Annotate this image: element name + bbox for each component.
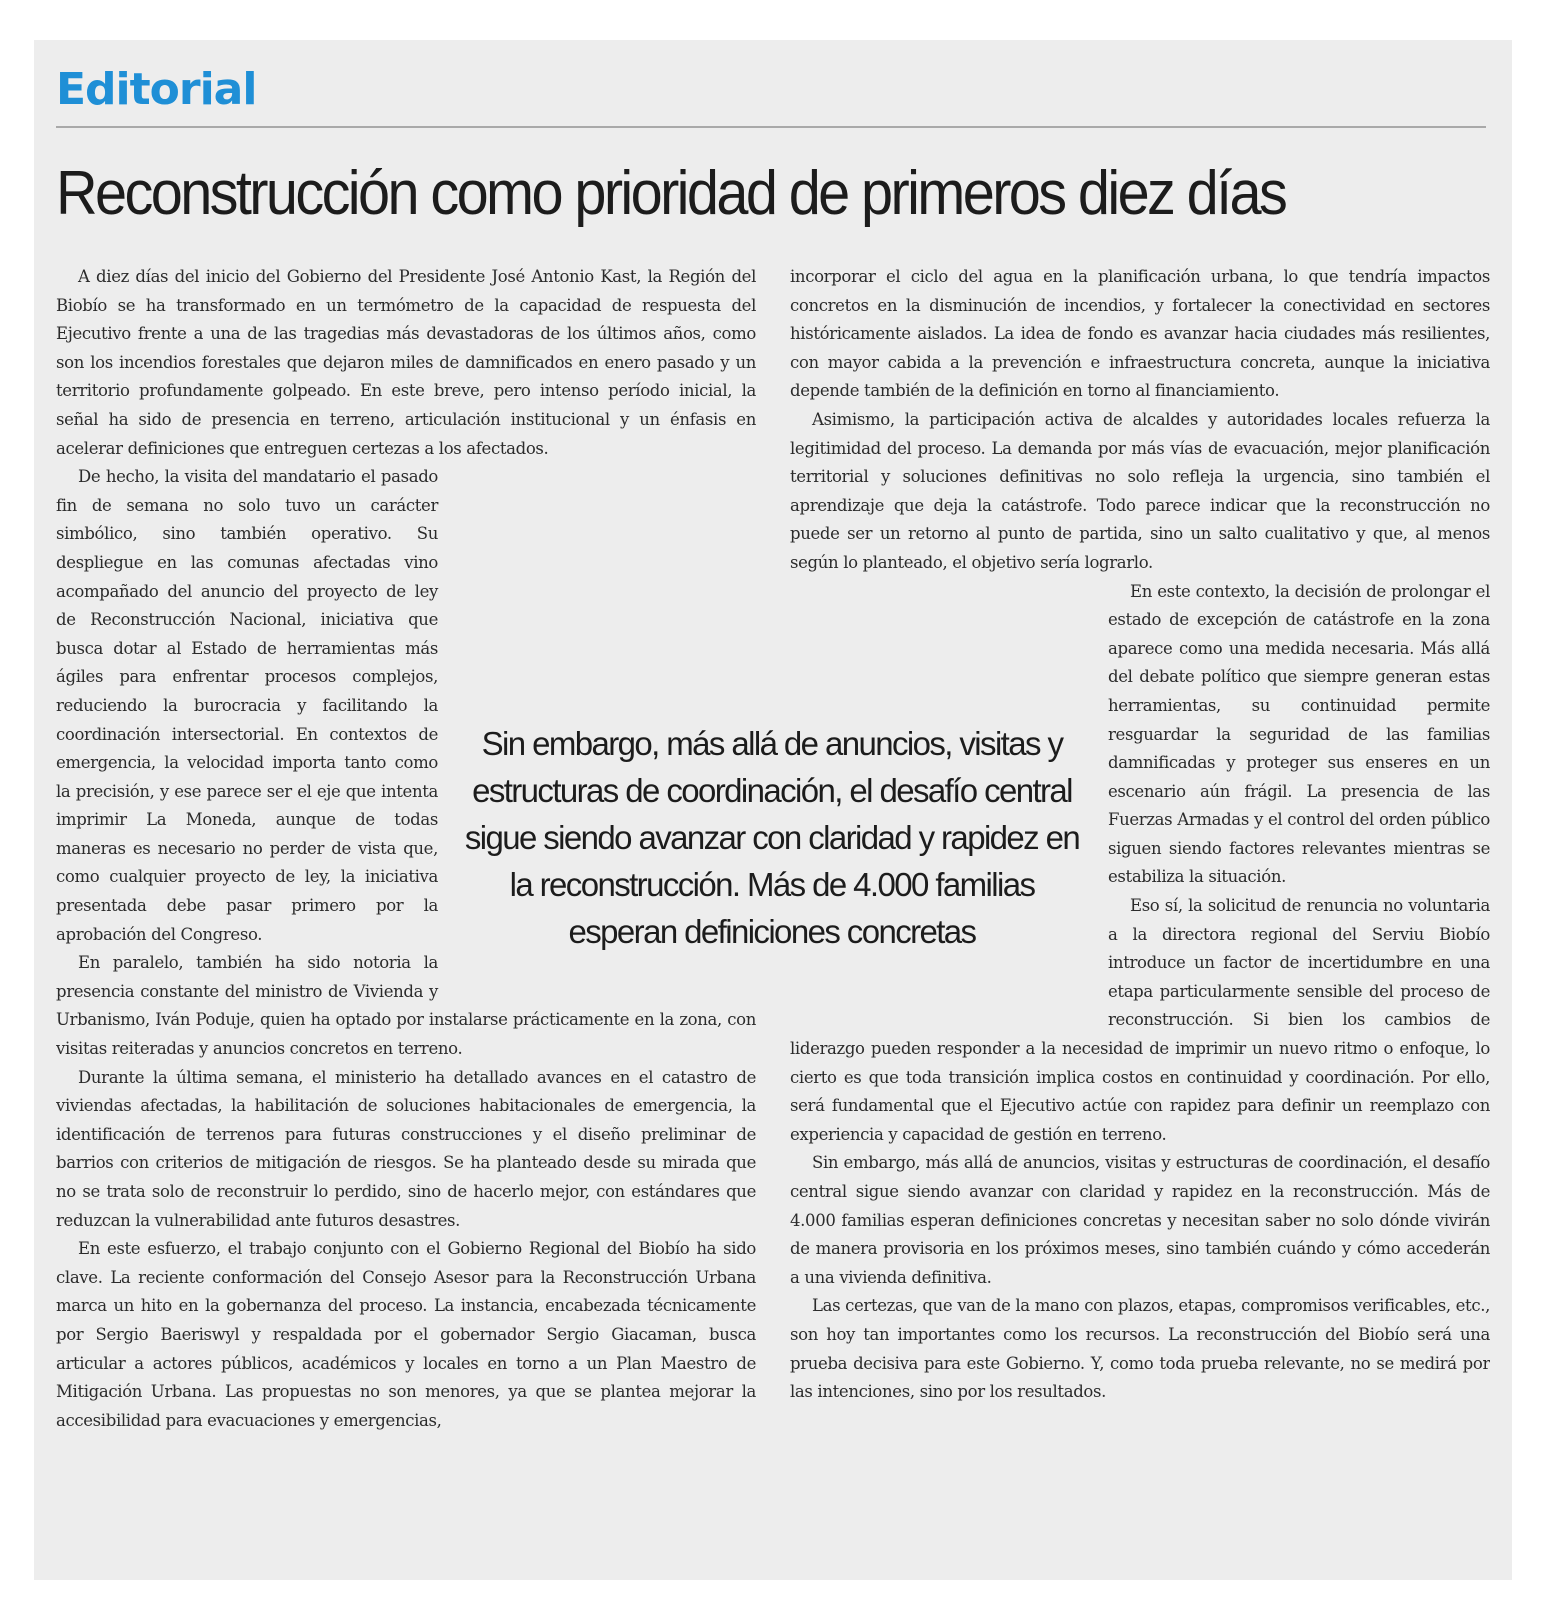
article-paragraph: A diez días del inicio del Gobierno del Presidente José Antonio Kast, la Región del Biobío se ha transformado en un termómetro de la capacidad de respuesta del Ejecutivo frente a una de las tragedias más devastadoras de los últimos años, como son los incendios forestales que dejaron miles de damnificados en enero pasado y un territorio profundamente golpeado. En este breve, pero intenso período inicial, la señal ha sido de presencia en terreno, articulación institucional y un énfasis en acelerar definiciones que entreguen certezas a los afectados. — [56, 267, 756, 458]
article-paragraph: En este contexto, la decisión de prolongar el estado de excepción de catástrofe en la zona aparece como una medida necesaria. Más allá del debate político que siempre generan estas herramientas, su continuidad permite resguardar la seguridad de las familias damnificadas y proteger sus enseres en un escenario aún frágil. La presencia de las Fuerzas Armadas y el control del orden público siguen siendo factores relevantes mientras se estabiliza la situación. — [1108, 581, 1490, 887]
article-paragraph: Asimismo, la participación activa de alcaldes y autoridades locales refuerza la legitimidad del proceso. La demanda por más vías de evacuación, mejor planificación territorial y soluciones definitivas no solo refleja la urgencia, sino también el aprendizaje que deja la catástrofe. Todo parece indicar que la reconstrucción no puede ser un retorno al punto de partida, sino un salto cualitativo y que, al menos según lo planteado, el objetivo sería lograrlo. — [790, 409, 1490, 572]
article-paragraph: En paralelo, también ha sido notoria la presencia constante del ministro de Vivienda y Urbanismo, Iván Poduje, quien ha optado por instalarse prácticamente en la zona, con visitas reiteradas y anuncios concretos en terreno. — [56, 953, 756, 1059]
article-paragraph: Eso sí, la solicitud de renuncia no voluntaria a la directora regional del Serviu Biobío introduce un factor de incertidumbre en una etapa particularmente sensible del proceso de reconstrucción. Si bien los cambios de liderazgo pueden responder a la necesidad de imprimir un nuevo ritmo o enfoque, lo cierto es que toda transición implica costos en continuidad y coordinación. Por ello, será fundamental que el Ejecutivo actúe con rapidez para definir un reemplazo con experiencia y capacidad de gestión en terreno. — [790, 896, 1490, 1144]
article-paragraph: Las certezas, que van de la mano con plazos, etapas, compromisos verificables, etc., son hoy tan importantes como los recursos. La reconstrucción del Biobío será una prueba decisiva para este Gobierno. Y, como toda prueba relevante, no se medirá por las intenciones, sino por los resultados. — [790, 1296, 1490, 1402]
article-paragraph: incorporar el ciclo del agua en la planificación urbana, lo que tendría impactos concretos en la disminución de incendios, y fortalecer la conectividad en sectores históricamente aislados. La idea de fondo es avanzar hacia ciudades más resilientes, con mayor cabida a la prevención e infraestructura concreta, aunque la iniciativa depende también de la definición en torno al financiamiento. — [790, 267, 1490, 401]
article-paragraph: En este esfuerzo, el trabajo conjunto con el Gobierno Regional del Biobío ha sido clave. La reciente conformación del Consejo Asesor para la Reconstrucción Urbana marca un hito en la gobernanza del proceso. La instancia, encabezada técnicamente por Sergio Baeriswyl y respaldada por el gobernador Sergio Giacaman, busca articular a actores públicos, académicos y locales en torno a un Plan Maestro de Mitigación Urbana. Las propuestas no son menores, ya que se plantea mejorar la accesibilidad para evacuaciones y emergencias, — [56, 1239, 756, 1430]
section-divider — [56, 126, 1486, 128]
article-paragraph: Sin embargo, más allá de anuncios, visitas y estructuras de coordinación, el desafío central sigue siendo avanzar con claridad y rapidez en la reconstrucción. Más de 4.000 familias esperan definiciones concretas y necesitan saber no solo dónde vivirán de manera provisoria en los próximos meses, sino también cuándo y cómo accederán a una vivienda definitiva. — [790, 1153, 1490, 1287]
article-paragraph: Durante la última semana, el ministerio ha detallado avances en el catastro de viviendas afectadas, la habilitación de soluciones habitacionales de emergencia, la identificación de terrenos para futuras construcciones y el diseño preliminar de barrios con criterios de mitigación de riesgos. Se ha planteado desde su mirada que no se trata solo de reconstruir lo perdido, sino de hacerlo mejor, con estándares que reduzcan la vulnerabilidad ante futuros desastres. — [56, 1067, 756, 1230]
article-headline: Reconstrucción como prioridad de primeros diez días — [56, 159, 1286, 228]
section-label: Editorial — [56, 64, 257, 115]
pullquote: Sin embargo, más allá de anuncios, visitas y estructuras de coordinación, el desafío central sigue siendo avanzar con claridad y rapidez en la reconstrucción. Más de 4.000 familias esperan definiciones concretas — [464, 725, 1080, 950]
article-paragraph: De hecho, la visita del mandatario el pasado fin de semana no solo tuvo un carácter simbólico, sino también operativo. Su despliegue en las comunas afectadas vino acompañado del anuncio del proyecto de ley de Reconstrucción Nacional, iniciativa que busca dotar al Estado de herramientas más ágiles para enfrentar procesos complejos, reduciendo la burocracia y facilitando la coordinación intersectorial. En contextos de emergencia, la velocidad importa tanto como la precisión, y ese parece ser el eje que intenta imprimir La Moneda, aunque de todas maneras es necesario no perder de vista que, como cualquier proyecto de ley, la iniciativa presentada debe pasar primero por la aprobación del Congreso. — [56, 467, 438, 944]
